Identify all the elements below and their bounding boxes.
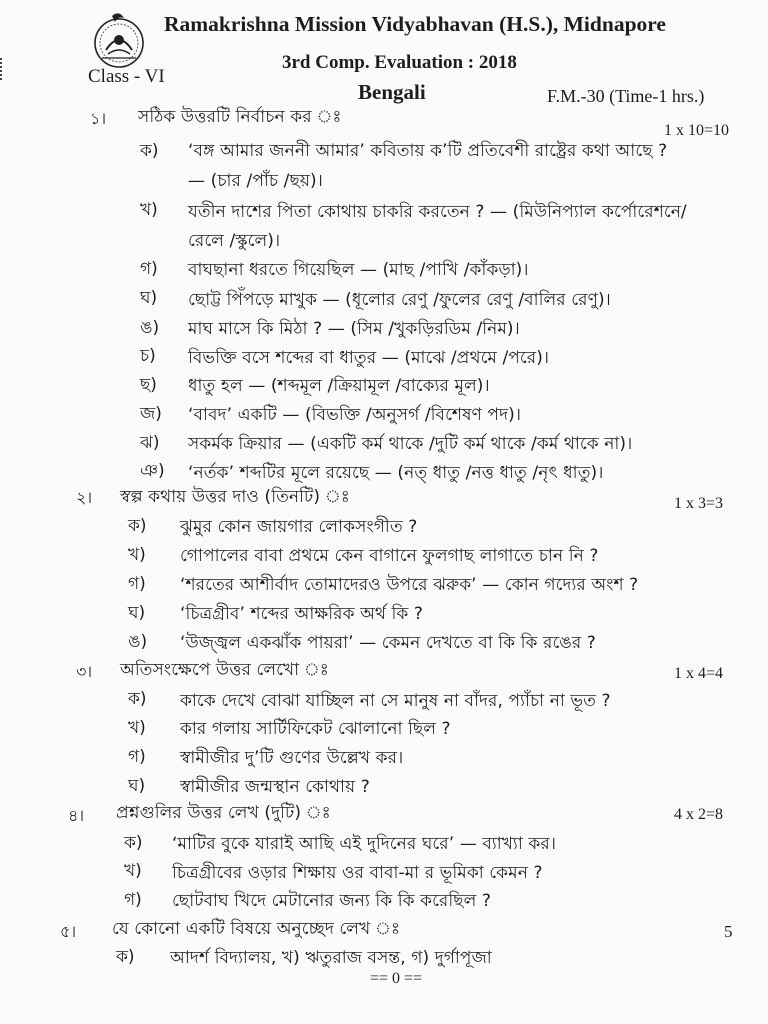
section-title: সঠিক উত্তরটি নির্বাচন কর ঃ	[138, 107, 342, 127]
question-text: ধাতু হল — (শব্দমূল /ক্রিয়ামূল /বাক্যের মূল)।	[188, 376, 490, 396]
question-text: ‘উজ্জ্বল একঝাঁক পায়রা’ — কেমন দেখতে বা কি কি রঙের ?	[180, 633, 596, 653]
section-marks: 1 x 3=3	[674, 495, 724, 512]
question-label: ঙ)	[128, 632, 148, 652]
question-label: চ)	[140, 346, 156, 366]
question-label: ঝ)	[140, 433, 160, 453]
question-label: ক)	[124, 833, 143, 853]
page-edge-mark	[0, 58, 4, 80]
class-label: Class - VI	[88, 66, 165, 87]
question-label: ক)	[128, 689, 147, 709]
question-text: ঝুমুর কোন জায়গার লোকসংগীত ?	[180, 517, 418, 537]
question-text: মাঘ মাসে কি মিঠা ? — (সিম /খুকড়িরডিম /নিম)।	[188, 319, 520, 339]
question-label: খ)	[140, 200, 158, 220]
section-number: ২।	[76, 488, 93, 507]
question-text: ‘বঙ্গ আমার জননী আমার’ কবিতায় ক’টি প্রতিবেশী রাষ্ট্রের কথা আছে ?	[188, 141, 668, 161]
question-text: ছোটবাঘ খিদে মেটানোর জন্য কি কি করেছিল ?	[172, 891, 492, 911]
section-title: অতিসংক্ষেপে উত্তর লেখো ঃ	[120, 660, 329, 680]
section-number: ১।	[90, 109, 107, 128]
question-text: ‘বাবদ’ একটি — (বিভক্তি /অনুসর্গ /বিশেষণ পদ)।	[188, 405, 522, 425]
question-text: ‘নর্তক’ শব্দটির মূলে রয়েছে — (নত্ ধাতু /নত্ত ধাতু /নৃৎ ধাতু)।	[188, 463, 604, 483]
question-text: ছোট্ট পিঁপড়ে মাখুক — (ধূলোর রেণু /ফুলের রেণু /বালির রেণু)।	[188, 290, 611, 310]
question-label: জ)	[140, 404, 162, 424]
question-text: ‘মাটির বুকে যারাই আছি এই দুদিনের ঘরে’ — ব্যাখ্যা কর।	[172, 834, 556, 854]
question-text: গোপালের বাবা প্রথমে কেন বাগানে ফুলগাছ লাগাতে চান নি ?	[180, 546, 599, 566]
question-label: খ)	[128, 718, 146, 738]
question-text: ‘চিত্রগ্রীব’ শব্দের আক্ষরিক অর্থ কি ?	[180, 604, 424, 624]
full-marks-time: F.M.-30 (Time-1 hrs.)	[547, 86, 705, 106]
question-label: ঘ)	[128, 776, 146, 796]
question-text: স্বামীজীর দু’টি গুণের উল্লেখ কর।	[180, 748, 404, 768]
question-label: ঞ)	[140, 461, 165, 481]
question-text: চিত্রগ্রীবের ওড়ার শিক্ষায় ওর বাবা-মা র ভূমিকা কেমন ?	[172, 863, 543, 883]
question-label: গ)	[124, 890, 142, 910]
question-text: কার গলায় সার্টিফিকেট ঝোলানো ছিল ?	[180, 719, 451, 739]
section-number: ৪।	[68, 806, 85, 825]
school-logo-icon	[88, 10, 150, 72]
question-text: — (চার /পাঁচ /ছয়)।	[188, 171, 323, 191]
question-label: ঘ)	[140, 288, 158, 308]
question-text: রেলে /স্কুলে)।	[188, 231, 281, 251]
question-text: আদর্শ বিদ্যালয়, খ) ঋতুরাজ বসন্ত, গ) দুর্গাপূজা	[170, 948, 492, 968]
question-label: গ)	[140, 259, 158, 279]
section-title: প্রশ্নগুলির উত্তর লেখ (দুটি) ঃ	[116, 803, 331, 823]
section-number: ৩।	[76, 662, 93, 681]
school-name: Ramakrishna Mission Vidyabhavan (H.S.), Midnapore	[164, 12, 666, 36]
section-marks: 4 x 2=8	[674, 806, 724, 823]
question-text: ‘শরতের আশীর্বাদ তোমাদেরও উপরে ঝরুক’ — কোন গদ্যের অংশ ?	[180, 575, 639, 595]
question-label: ঘ)	[128, 603, 146, 623]
question-text: বিভক্তি বসে শব্দের বা ধাতুর — (মাঝে /প্রথমে /পরে)।	[188, 348, 550, 368]
question-label: ক)	[116, 947, 135, 967]
section-marks: 5	[724, 922, 733, 941]
subject-title: Bengali	[358, 80, 426, 104]
question-label: ক)	[128, 516, 147, 536]
section-number: ৫।	[60, 922, 77, 941]
question-label: খ)	[124, 861, 142, 881]
question-text: স্বামীজীর জন্মস্থান কোথায় ?	[180, 777, 370, 797]
section-title: স্বল্প কথায় উত্তর দাও (তিনটি) ঃ	[120, 487, 350, 507]
question-label: ক)	[140, 141, 159, 161]
question-text: যতীন দাশের পিতা কোথায় চাকরি করতেন ? — (মিউনিপ্যাল কর্পোরেশনে/	[188, 202, 687, 222]
question-text: সকর্মক ক্রিয়ার — (একটি কর্ম থাকে /দুটি কর্ম থাকে /কর্ম থাকে না)।	[188, 434, 633, 454]
section-title: যে কোনো একটি বিষয়ে অনুচ্ছেদ লেখ ঃ	[112, 919, 401, 939]
question-label: গ)	[128, 747, 146, 767]
page-footer: == 0 ==	[370, 970, 423, 987]
question-label: ঙ)	[140, 318, 160, 338]
exam-title: 3rd Comp. Evaluation : 2018	[282, 52, 517, 73]
question-text: কাকে দেখে বোঝা যাচ্ছিল না সে মানুষ না বাঁদর, প্যাঁচা না ভূত ?	[180, 691, 611, 711]
question-label: ছ)	[140, 375, 157, 395]
question-label: গ)	[128, 574, 146, 594]
question-text: বাঘছানা ধরতে গিয়েছিল — (মাছ /পাখি /কাঁকড়া)।	[188, 260, 529, 280]
section-marks: 1 x 4=4	[674, 665, 724, 682]
section-marks: 1 x 10=10	[664, 122, 730, 139]
question-label: খ)	[128, 545, 146, 565]
